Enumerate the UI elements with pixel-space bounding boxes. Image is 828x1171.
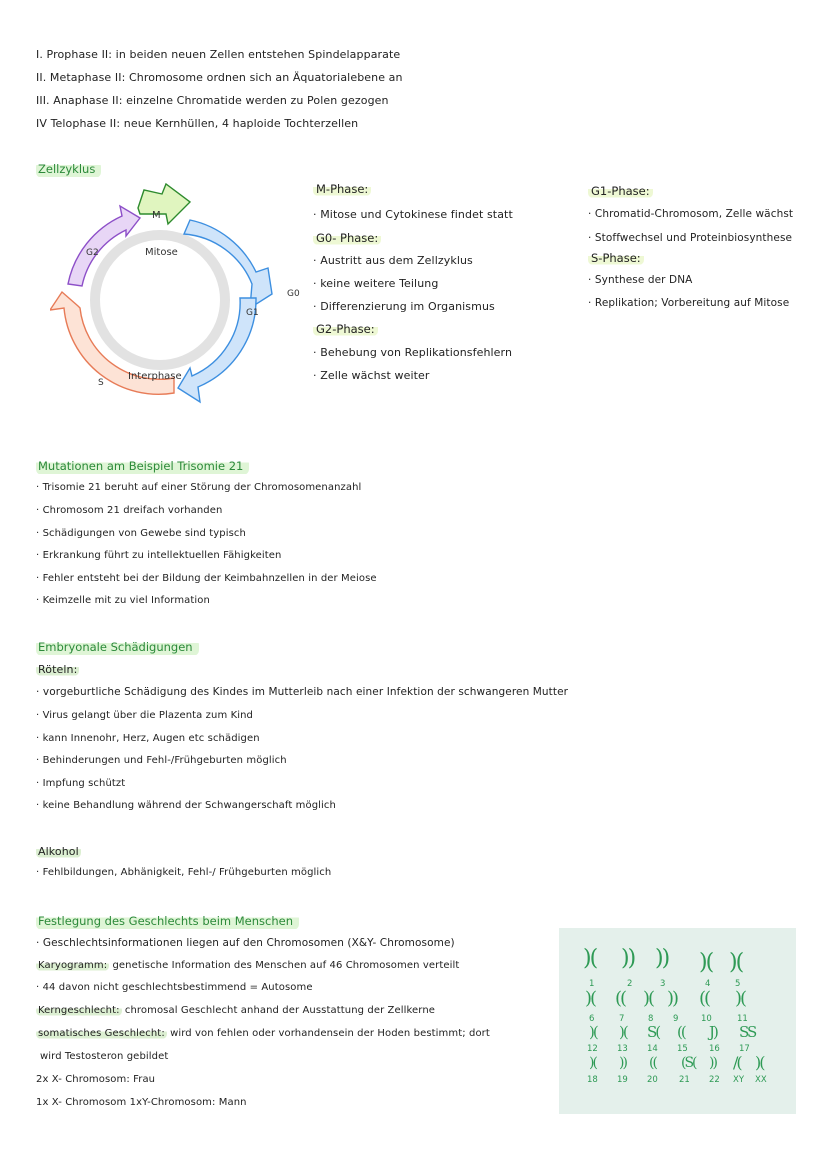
chromosome-number: 13: [617, 1044, 628, 1054]
chromosome-number: 22: [709, 1075, 720, 1085]
mutation-heading: Mutationen am Beispiel Trisomie 21: [36, 458, 249, 475]
s-item-2: · Replikation; Vorbereitung auf Mitose: [588, 297, 790, 309]
chromosome-pair: ((: [699, 988, 710, 1009]
karyogramm-term: Karyogramm:: [38, 960, 108, 971]
meiosis-line-1: I. Prophase II: in beiden neuen Zellen entstehen Spindelapparate: [36, 48, 401, 61]
alkohol-title: Alkohol: [38, 845, 79, 858]
m-item-1: · Mitose und Cytokinese findet statt: [313, 208, 513, 221]
chromosome-number: 2: [627, 979, 633, 989]
sex-line-mann: 1x X- Chromosom 1xY-Chromosom: Mann: [36, 1097, 247, 1108]
roeteln-item-5: · Impfung schützt: [36, 778, 126, 789]
mitose-label: Mitose: [145, 247, 178, 258]
g1-phase-title: G1-Phase:: [588, 184, 653, 198]
sex-line-1: · Geschlechtsinformationen liegen auf den Chromosomen (X&Y- Chromosome): [36, 937, 455, 949]
chromosome-number: 16: [709, 1044, 720, 1054]
chromosome-number: 11: [737, 1014, 748, 1024]
chromosome-pair: ((: [649, 1055, 656, 1071]
chromosome-number: 17: [739, 1044, 750, 1054]
chromosome-number: 3: [660, 979, 666, 989]
karyogram-panel: [559, 928, 796, 1114]
chromosome-pair: ((: [677, 1023, 685, 1041]
g0-item-1: · Austritt aus dem Zellzyklus: [313, 254, 473, 267]
embryo-heading: Embryonale Schädigungen: [36, 639, 199, 656]
somatisches-geschlecht-term: somatisches Geschlecht:: [38, 1028, 165, 1039]
meiosis-line-4: IV Telophase II: neue Kernhüllen, 4 haploide Tochterzellen: [36, 117, 359, 130]
cycle-heading: Zellzyklus: [36, 161, 101, 178]
chromosome-number: 8: [648, 1014, 654, 1024]
chromosome-pair: )): [667, 988, 678, 1009]
chromosome-number: 5: [735, 979, 741, 989]
chromosome-number: XY: [733, 1075, 745, 1085]
mutation-item-4: · Erkrankung führt zu intellektuellen Fähigkeiten: [36, 550, 282, 561]
roeteln-item-2: · Virus gelangt über die Plazenta zum Kind: [36, 710, 254, 721]
chromosome-pair: )): [709, 1055, 716, 1071]
chromosome-number: 7: [619, 1014, 625, 1024]
sex-line-3: · 44 davon nicht geschlechtsbestimmend = Autosome: [36, 982, 313, 993]
s-label: S: [98, 378, 104, 388]
chromosome-number: 6: [589, 1014, 595, 1024]
g2-label: G2: [86, 248, 99, 258]
chromosome-pair: SS: [739, 1023, 756, 1041]
mutation-item-3: · Schädigungen von Gewebe sind typisch: [36, 528, 246, 539]
chromosome-pair: )(: [699, 950, 713, 975]
chromosome-number: XX: [755, 1075, 767, 1085]
g1-item-2: · Stoffwechsel und Proteinbiosynthese: [588, 232, 793, 244]
chromosome-pair: )(: [643, 988, 654, 1009]
g0-phase-title: G0- Phase:: [313, 231, 381, 245]
kerngeschlecht-term: Kerngeschlecht:: [38, 1005, 120, 1016]
chromosome-pair: S(: [647, 1023, 660, 1041]
chromosome-pair: )): [619, 1055, 626, 1071]
sex-line-6: wird Testosteron gebildet: [40, 1051, 169, 1062]
chromosome-pair: )): [655, 946, 669, 971]
g1-label: G1: [246, 308, 259, 318]
alkohol-item-1: · Fehlbildungen, Abhänigkeit, Fehl-/ Frühgeburten möglich: [36, 867, 332, 878]
roeteln-item-4: · Behinderungen und Fehl-/Frühgeburten möglich: [36, 755, 287, 766]
chromosome-pair: )(: [589, 1023, 597, 1041]
sex-heading: Festlegung des Geschlechts beim Menschen: [36, 913, 299, 930]
chromosome-number: 1: [589, 979, 595, 989]
chromosome-pair: J): [709, 1023, 717, 1041]
m-phase-title: M-Phase:: [313, 182, 371, 196]
chromosome-pair: )(: [619, 1023, 627, 1041]
chromosome-number: 12: [587, 1044, 598, 1054]
mutation-item-5: · Fehler entsteht bei der Bildung der Keimbahnzellen in der Meiose: [36, 573, 377, 584]
g2-item-1: · Behebung von Replikationsfehlern: [313, 346, 513, 359]
chromosome-pair: )(: [583, 946, 597, 971]
chromosome-pair: )(: [729, 950, 743, 975]
s-item-1: · Synthese der DNA: [588, 274, 693, 286]
chromosome-pair: )(: [585, 988, 596, 1009]
chromosome-number: 14: [647, 1044, 658, 1054]
m-arrow: [138, 184, 190, 224]
chromosome-pair: (S(: [681, 1055, 696, 1071]
roeteln-item-3: · kann Innenohr, Herz, Augen etc schädigen: [36, 733, 260, 744]
chromosome-pair: ((: [615, 988, 626, 1009]
g2-phase-title: G2-Phase:: [313, 322, 378, 336]
chromosome-pair: )(: [755, 1053, 764, 1072]
sex-line-4: Kerngeschlecht: chromosal Geschlecht anhand der Ausstattung der Zellkerne: [38, 1005, 436, 1016]
roeteln-item-1: · vorgeburtliche Schädigung des Kindes im Mutterleib nach einer Infektion der schwangeren Mutter: [36, 686, 569, 698]
chromosome-number: 19: [617, 1075, 628, 1085]
chromosome-number: 9: [673, 1014, 679, 1024]
g1-item-1: · Chromatid-Chromosom, Zelle wächst: [588, 208, 794, 220]
m-label: M: [152, 210, 161, 221]
sex-line-2: Karyogramm: genetische Information des Menschen auf 46 Chromosomen verteilt: [38, 960, 460, 971]
mutation-item-2: · Chromosom 21 dreifach vorhanden: [36, 505, 223, 516]
g1-arrow-tail: [178, 298, 256, 402]
chromosome-number: 15: [677, 1044, 688, 1054]
chromosome-number: 21: [679, 1075, 690, 1085]
chromosome-pair: /(: [733, 1053, 741, 1072]
mutation-item-1: · Trisomie 21 beruht auf einer Störung der Chromosomenanzahl: [36, 482, 362, 493]
chromosome-pair: )(: [735, 988, 746, 1009]
sex-line-frau: 2x X- Chromosom: Frau: [36, 1074, 156, 1085]
chromosome-number: 10: [701, 1014, 712, 1024]
roeteln-item-6: · keine Behandlung während der Schwangerschaft möglich: [36, 800, 336, 811]
mutation-item-6: · Keimzelle mit zu viel Information: [36, 595, 210, 606]
chromosome-pair: )): [621, 946, 635, 971]
meiosis-line-3: III. Anaphase II: einzelne Chromatide werden zu Polen gezogen: [36, 94, 389, 107]
chromosome-number: 18: [587, 1075, 598, 1085]
sex-line-5: somatisches Geschlecht: wird von fehlen oder vorhandensein der Hoden bestimmt; dort: [38, 1028, 490, 1039]
chromosome-number: 20: [647, 1075, 658, 1085]
g0-label: G0: [287, 289, 300, 299]
g0-item-2: · keine weitere Teilung: [313, 277, 439, 290]
g0-item-3: · Differenzierung im Organismus: [313, 300, 495, 313]
roeteln-title: Röteln:: [38, 663, 78, 676]
g2-item-2: · Zelle wächst weiter: [313, 369, 430, 382]
chromosome-pair: )(: [589, 1055, 596, 1071]
interphase-label: Interphase: [128, 371, 182, 382]
chromosome-number: 4: [705, 979, 711, 989]
cell-cycle-diagram: [50, 180, 310, 420]
s-phase-title: S-Phase:: [588, 251, 644, 265]
meiosis-line-2: II. Metaphase II: Chromosome ordnen sich an Äquatorialebene an: [36, 71, 403, 84]
